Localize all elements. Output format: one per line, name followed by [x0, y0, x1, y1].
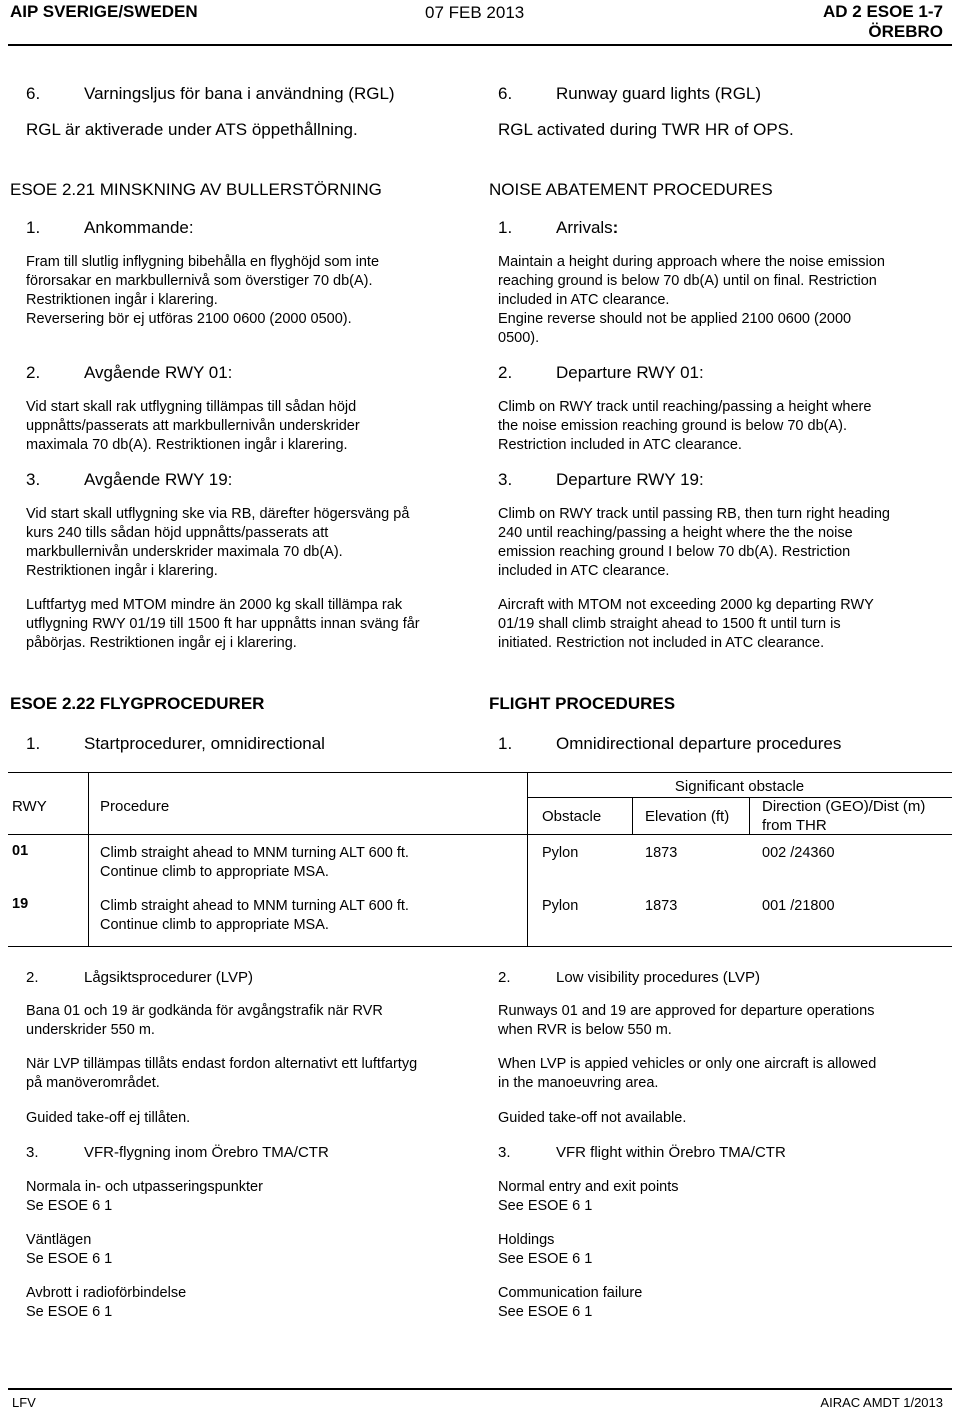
lvp-sv-paragraph-1: Bana 01 och 19 är godkända för avgångstrafik när RVR underskrider 550 m.	[26, 1003, 383, 1038]
table-header-obstacle: Obstacle	[542, 808, 602, 825]
vfr-en-comm-failure: Communication failure See ESOE 6 1	[498, 1285, 643, 1320]
mtom-sv-text: Luftfartyg med MTOM mindre än 2000 kg skall tillämpa rak utflygning RWY 01/19 till 1500 ft har uppnåtts innan sväng får påbörjas. Restriktionen ingår ej i klarering.	[26, 597, 420, 651]
header-publication: AIP SVERIGE/SWEDEN	[10, 2, 198, 21]
header-rule	[8, 44, 952, 46]
vfr-sv-entry-points: Normala in- och utpasseringspunkter Se ESOE 6 1	[26, 1179, 263, 1214]
noise-item-1-en-heading: 1. Arrivals:	[498, 218, 619, 237]
table-row-direction: 001 /21800	[762, 898, 835, 914]
vfr-en-entry-points: Normal entry and exit points See ESOE 6 1	[498, 1179, 679, 1214]
flight-en-subheading: 1. Omnidirectional departure procedures	[498, 734, 842, 753]
noise-item-1-sv-text: Fram till slutlig inflygning bibehålla en flyghöjd som inte förorsakar en markbullernivå som överstiger 70 db(A). Restriktionen ingår i klarering. Reversering bör ej utföras 2100 0600 (2000 0500).	[26, 254, 380, 327]
table-row-direction: 002 /24360	[762, 845, 835, 861]
noise-item-1-en-text: Maintain a height during approach where the noise emission reaching ground is below 70 db(A) until on final. Restriction included in ATC clearance. Engine reverse should not be applied 2100 0600 (2000 0500).	[498, 254, 885, 346]
lvp-sv-heading: 2. Lågsiktsprocedurer (LVP)	[26, 969, 253, 986]
flight-sv-subheading: 1. Startprocedurer, omnidirectional	[26, 734, 325, 753]
table-header-procedure: Procedure	[100, 798, 170, 815]
noise-item-2-sv-text: Vid start skall rak utflygning tillämpas till sådan höjd uppnåtts/passerats att markbullernivån underskrider maximala 70 db(A). Restriktionen ingår i klarering.	[26, 399, 360, 453]
noise-en-title: NOISE ABATEMENT PROCEDURES	[489, 180, 773, 199]
table-row-obstacle: Pylon	[542, 845, 579, 861]
table-row-rwy: 19	[12, 896, 29, 912]
header-aerodrome: ÖREBRO	[868, 22, 943, 41]
table-col-divider	[632, 797, 633, 834]
table-header-significant-obstacle: Significant obstacle	[674, 778, 805, 795]
table-col-divider	[749, 797, 750, 834]
rgl-sv-heading: 6. Varningsljus för bana i användning (RGL)	[26, 84, 395, 103]
noise-item-3-en-text: Climb on RWY track until passing RB, then turn right heading 240 until reaching/passing a height where the the noise emission reaching ground I below 70 db(A). Restriction included in ATC clearance.	[498, 506, 890, 579]
rgl-sv-text: RGL är aktiverade under ATS öppethållning.	[26, 120, 358, 139]
lvp-en-paragraph-1: Runways 01 and 19 are approved for departure operations when RVR is below 550 m.	[498, 1003, 875, 1038]
table-row-obstacle: Pylon	[542, 898, 579, 914]
lvp-en-heading: 2. Low visibility procedures (LVP)	[498, 969, 760, 986]
noise-sv-title: ESOE 2.21 MINSKNING AV BULLERSTÖRNING	[10, 180, 382, 199]
vfr-sv-heading: 3. VFR-flygning inom Örebro TMA/CTR	[26, 1144, 329, 1161]
table-col-divider	[527, 772, 528, 946]
noise-item-3-en-heading: 3. Departure RWY 19:	[498, 470, 704, 489]
noise-item-2-en-text: Climb on RWY track until reaching/passing a height where the noise emission reaching ground is below 70 db(A). Restriction included in ATC clearance.	[498, 399, 872, 453]
table-row-elevation: 1873	[645, 898, 678, 914]
lvp-sv-paragraph-2: När LVP tillämpas tillåts endast fordon alternativt ett luftfartyg på manöverområdet.	[26, 1056, 418, 1091]
table-header-direction: Direction (GEO)/Dist (m) from THR	[762, 798, 926, 834]
table-row-procedure: Climb straight ahead to MNM turning ALT 600 ft. Continue climb to appropriate MSA.	[100, 898, 409, 933]
noise-item-2-sv-heading: 2. Avgående RWY 01:	[26, 363, 233, 382]
noise-item-1-sv-heading: 1. Ankommande:	[26, 218, 194, 237]
lvp-en-paragraph-3: Guided take-off not available.	[498, 1110, 687, 1126]
vfr-sv-comm-failure: Avbrott i radioförbindelse Se ESOE 6 1	[26, 1285, 187, 1320]
noise-item-3-sv-heading: 3. Avgående RWY 19:	[26, 470, 233, 489]
lvp-sv-paragraph-3: Guided take-off ej tillåten.	[26, 1110, 191, 1126]
footer-rule	[8, 1388, 952, 1390]
header-date: 07 FEB 2013	[425, 3, 525, 22]
table-row-procedure: Climb straight ahead to MNM turning ALT 600 ft. Continue climb to appropriate MSA.	[100, 845, 409, 880]
table-row-elevation: 1873	[645, 845, 678, 861]
rgl-en-text: RGL activated during TWR HR of OPS.	[498, 120, 794, 139]
vfr-en-holdings: Holdings See ESOE 6 1	[498, 1232, 593, 1267]
footer-amendment: AIRAC AMDT 1/2013	[820, 1395, 943, 1410]
table-row-rwy: 01	[12, 843, 29, 859]
rgl-en-heading: 6. Runway guard lights (RGL)	[498, 84, 762, 103]
flight-en-title: FLIGHT PROCEDURES	[489, 694, 676, 713]
table-top-rule	[8, 772, 952, 773]
flight-sv-title: ESOE 2.22 FLYGPROCEDURER	[10, 694, 265, 713]
vfr-sv-holdings: Väntlägen Se ESOE 6 1	[26, 1232, 113, 1267]
footer-lfv: LFV	[12, 1395, 36, 1410]
table-header-rwy: RWY	[12, 798, 47, 815]
vfr-en-heading: 3. VFR flight within Örebro TMA/CTR	[498, 1144, 786, 1161]
table-col-divider	[88, 772, 89, 946]
table-header-elevation: Elevation (ft)	[645, 808, 730, 825]
header-page-id: AD 2 ESOE 1-7	[823, 2, 943, 21]
mtom-en-text: Aircraft with MTOM not exceeding 2000 kg departing RWY 01/19 shall climb straight ahead to 1500 ft until turn is initiated. Restriction not included in ATC clearance.	[498, 597, 874, 651]
table-bottom-rule	[8, 946, 952, 947]
noise-item-2-en-heading: 2. Departure RWY 01:	[498, 363, 704, 382]
noise-item-3-sv-text: Vid start skall utflygning ske via RB, därefter högersväng på kurs 240 tills sådan höjd uppnåtts/passerats att markbullernivån underskrider maximala 70 db(A). Restriktionen ingår i klarering.	[26, 506, 410, 579]
lvp-en-paragraph-2: When LVP is appied vehicles or only one aircraft is allowed in the manoeuvring area.	[498, 1056, 877, 1091]
